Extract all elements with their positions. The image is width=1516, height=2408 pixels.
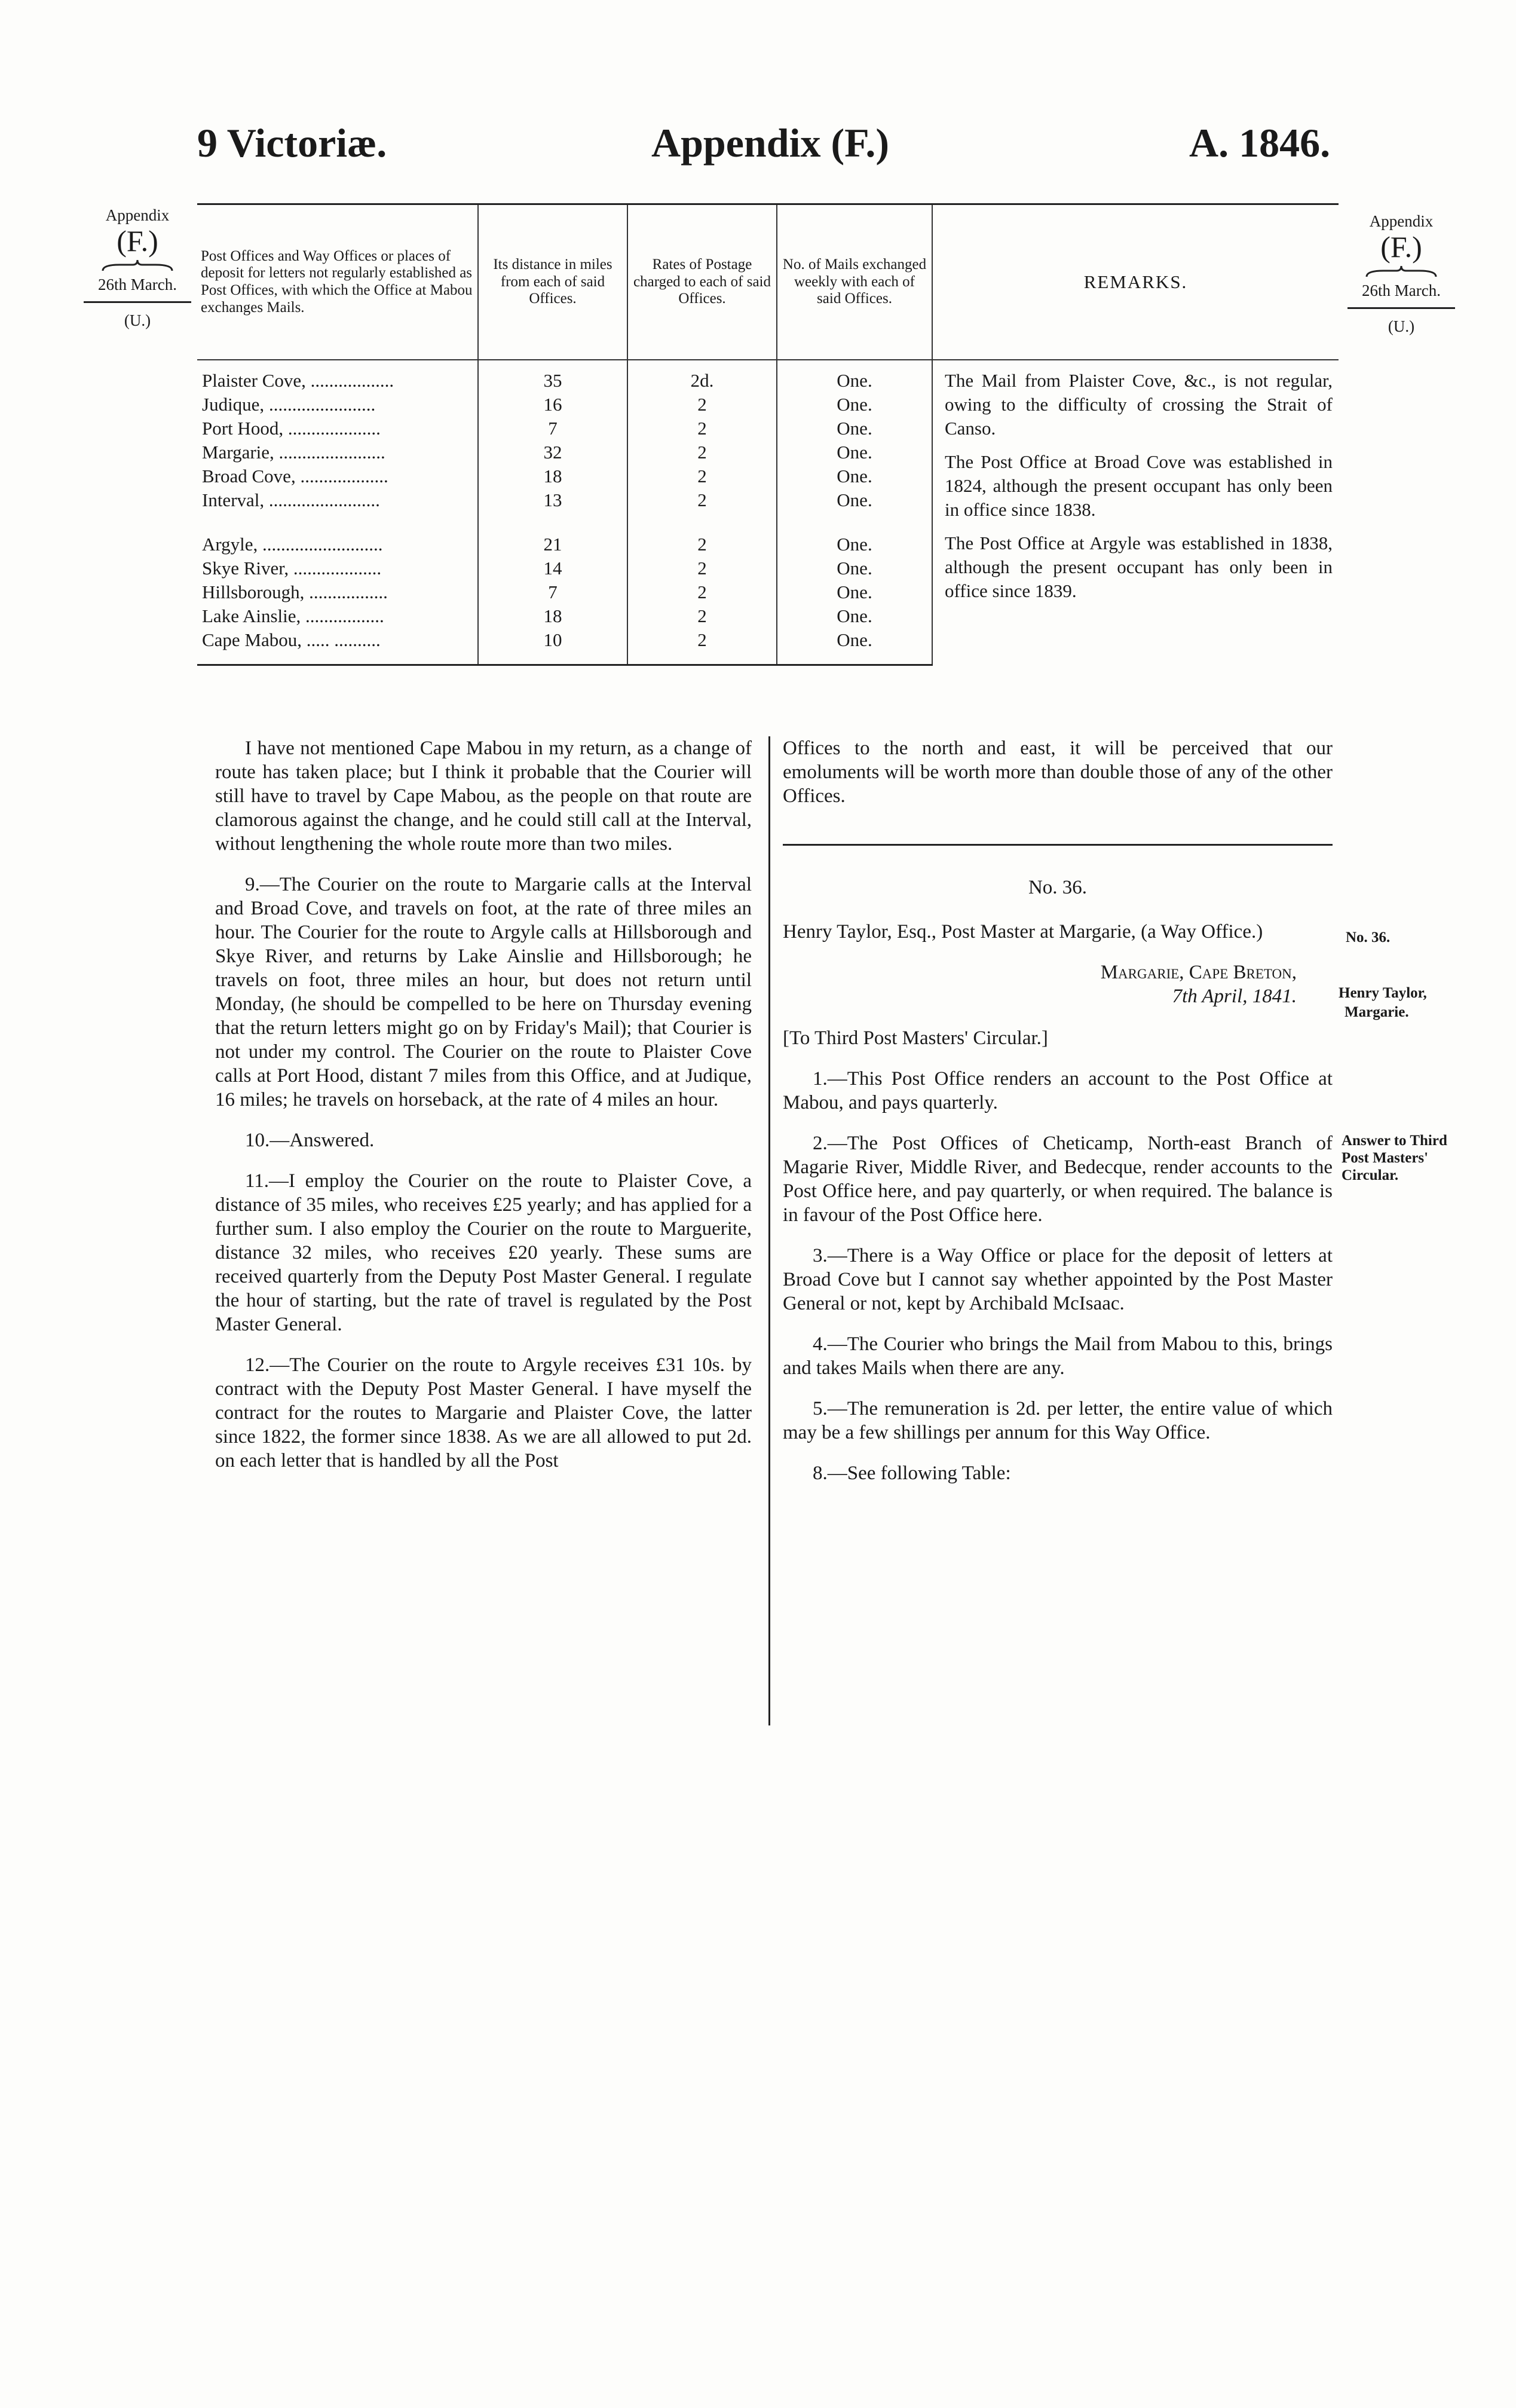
margin-section: (U.) bbox=[124, 311, 151, 330]
section-divider bbox=[783, 844, 1333, 846]
margin-date: 26th March. bbox=[98, 276, 177, 294]
header-title: Appendix (F.) bbox=[651, 120, 890, 166]
post-offices-table bbox=[197, 203, 1339, 666]
mails-value: One. bbox=[837, 489, 872, 510]
paragraph-11: 11.—I employ the Courier on the route to Plaister Cove, a distance of 35 miles, who receives £25 yearly; and has applied for a further sum. I also employ the Courier on the route to Marguerite, distance 32 miles, who receives £20 yearly. These sums are received quarterly from the Deputy Post Master General. I regulate the hour of starting, but the rate of travel is regulated by the Post Master General. bbox=[215, 1170, 752, 1335]
miles-value: 14 bbox=[543, 558, 562, 579]
mails-value: One. bbox=[837, 629, 872, 650]
answer-5: 5.—The remuneration is 2d. per letter, the entire value of which may be a few shillings per annum for this Way Office. bbox=[783, 1398, 1333, 1443]
paragraph-cape-mabou: I have not mentioned Cape Mabou in my return, as a change of route has taken place; but I think it probable that the Courier will still have to travel by Cape Mabou, as the people on that route are clamorous against the change, and he could still call at the Interval, without lengthening the whole route more than two miles. bbox=[215, 738, 752, 855]
miles-value: 7 bbox=[548, 582, 558, 602]
paragraph-12: 12.—The Courier on the route to Argyle receives £31 10s. by contract with the Deputy Post Master General. I have myself the contract for the routes to Margarie and Plaister Cove, the latter since 1822, the former since 1838. As we are all allowed to put 2d. on each letter that is handled by all the Post bbox=[215, 1354, 752, 1471]
rate-value: 2 bbox=[697, 442, 707, 463]
place-port-hood: Port Hood, .................... bbox=[202, 418, 381, 439]
mails-value: One. bbox=[837, 534, 872, 555]
rate-value: 2 bbox=[697, 534, 707, 555]
continuation-paragraph: Offices to the north and east, it will be perceived that our emoluments will be worth more than double those of any of the other Offices. bbox=[783, 738, 1333, 807]
mails-value: One. bbox=[837, 582, 872, 602]
circular-reference: [To Third Post Masters' Circular.] bbox=[783, 1027, 1048, 1049]
margin-appendix-label: Appendix bbox=[105, 206, 170, 224]
place-judique: Judique, ....................... bbox=[202, 394, 376, 415]
margin-date: 26th March. bbox=[1362, 282, 1441, 300]
margin-section: (U.) bbox=[1388, 317, 1415, 336]
right-column bbox=[783, 736, 1333, 1502]
header-mails: No. of Mails exchanged weekly with each of said Offices. bbox=[777, 204, 932, 360]
left-column bbox=[215, 736, 752, 1489]
miles-value: 18 bbox=[543, 605, 562, 626]
margin-note-right bbox=[1345, 212, 1458, 336]
side-note-answer: Answer to Third Post Masters' Circular. bbox=[1342, 1133, 1447, 1183]
miles-value: 32 bbox=[543, 442, 562, 463]
header-remarks: REMARKS. bbox=[932, 204, 1339, 360]
miles-value: 18 bbox=[543, 466, 562, 487]
miles-value: 16 bbox=[543, 394, 562, 415]
paragraph-9: 9.—The Courier on the route to Margarie calls at the Interval and Broad Cove, and travels on foot, at the rate of three miles an hour. The Courier for the route to Argyle calls at Hillsborough and Skye River, and returns by Lake Ainslie and Hillsborough; he travels on foot, three miles an hour, but does not return until Monday, (he should be compelled to be here on Thursday evening that the return letters might go on by Friday's Mail); that Courier is not under my control. The Courier on the route to Plaister Cove calls at Port Hood, distant 7 miles from this Office, and at Judique, 16 miles; he travels on horseback, at the rate of 4 miles an hour. bbox=[215, 874, 752, 1110]
rate-value: 2 bbox=[697, 489, 707, 510]
margin-appendix-label: Appendix bbox=[1369, 212, 1434, 230]
letter-number: No. 36. bbox=[1028, 877, 1088, 898]
rate-value: 2 bbox=[697, 394, 707, 415]
mails-value: One. bbox=[837, 466, 872, 487]
rate-value: 2d. bbox=[690, 370, 714, 391]
brace-icon bbox=[102, 259, 173, 272]
margin-appendix-letter: (F.) bbox=[117, 224, 158, 258]
miles-value: 7 bbox=[548, 418, 558, 439]
mails-value: One. bbox=[837, 442, 872, 463]
miles-value: 35 bbox=[543, 370, 562, 391]
rate-value: 2 bbox=[697, 605, 707, 626]
answer-8: 8.—See following Table: bbox=[813, 1462, 1011, 1484]
place-hillsborough: Hillsborough, ................. bbox=[202, 582, 388, 602]
header-post-offices: Post Offices and Way Offices or places of deposit for letters not regularly established as Post Offices, with which the Office at Mabou exchanges Mails. bbox=[197, 204, 478, 360]
paragraph-10: 10.—Answered. bbox=[245, 1130, 375, 1151]
remark-argyle: The Post Office at Argyle was established in 1838, although the present occupant has only been in office since 1839. bbox=[945, 533, 1333, 601]
header-year: A. 1846. bbox=[1189, 120, 1331, 166]
addressee: Henry Taylor, Esq., Post Master at Margarie, (a Way Office.) bbox=[783, 921, 1263, 943]
remark-broad-cove: The Post Office at Broad Cove was established in 1824, although the present occupant has only been in office since 1838. bbox=[945, 451, 1333, 520]
answer-2: 2.—The Post Offices of Cheticamp, North-east Branch of Magarie River, Middle River, and Bedecque, render accounts to the Post Office here, and pay quarterly, or when required. The balance is in favour of the Post Office here. bbox=[783, 1133, 1333, 1226]
table-row-group-1 bbox=[197, 360, 1339, 512]
margin-divider bbox=[84, 301, 191, 303]
column-divider bbox=[768, 736, 770, 1725]
rate-value: 2 bbox=[697, 466, 707, 487]
date-line: 7th April, 1841. bbox=[1172, 986, 1297, 1007]
header-volume: 9 Victoriæ. bbox=[197, 120, 387, 166]
place-skye-river: Skye River, ................... bbox=[202, 558, 382, 579]
mails-value: One. bbox=[837, 394, 872, 415]
mails-value: One. bbox=[837, 418, 872, 439]
miles-value: 13 bbox=[543, 489, 562, 510]
place-argyle: Argyle, .......................... bbox=[202, 534, 383, 555]
mails-value: One. bbox=[837, 370, 872, 391]
miles-value: 21 bbox=[543, 534, 562, 555]
margin-divider bbox=[1347, 307, 1455, 309]
mails-value: One. bbox=[837, 605, 872, 626]
place-margarie: Margarie, ....................... bbox=[202, 442, 385, 463]
answer-4: 4.—The Courier who brings the Mail from Mabou to this, brings and takes Mails when there are any. bbox=[783, 1333, 1333, 1379]
side-note-name: Henry Taylor, bbox=[1339, 985, 1427, 1001]
place-lake-ainslie: Lake Ainslie, ................. bbox=[202, 605, 384, 626]
remark-plaister-cove: The Mail from Plaister Cove, &c., is not regular, owing to the difficulty of crossing the Strait of Canso. bbox=[945, 370, 1333, 439]
miles-value: 10 bbox=[543, 629, 562, 650]
answer-1: 1.—This Post Office renders an account to the Post Office at Mabou, and pays quarterly. bbox=[783, 1068, 1333, 1113]
mails-value: One. bbox=[837, 558, 872, 579]
table-header-row bbox=[197, 204, 1339, 360]
rate-value: 2 bbox=[697, 558, 707, 579]
rate-value: 2 bbox=[697, 582, 707, 602]
header-distance: Its distance in miles from each of said Offices. bbox=[478, 204, 627, 360]
brace-icon bbox=[1365, 265, 1437, 278]
place-broad-cove: Broad Cove, ................... bbox=[202, 466, 388, 487]
header-rates: Rates of Postage charged to each of said Offices. bbox=[627, 204, 777, 360]
side-note-place: Margarie. bbox=[1345, 1004, 1409, 1020]
margin-appendix-letter: (F.) bbox=[1380, 230, 1422, 264]
place-line: Margarie, Cape Breton, bbox=[1100, 962, 1297, 983]
side-note-number: No. 36. bbox=[1346, 929, 1391, 946]
place-interval: Interval, ........................ bbox=[202, 489, 380, 510]
rate-value: 2 bbox=[697, 418, 707, 439]
place-cape-mabou: Cape Mabou, ..... .......... bbox=[202, 629, 381, 650]
answer-3: 3.—There is a Way Office or place for the deposit of letters at Broad Cove but I cannot say whether appointed by the Post Master General or not, kept by Archibald McIsaac. bbox=[783, 1245, 1333, 1314]
margin-note-left bbox=[81, 206, 194, 330]
rate-value: 2 bbox=[697, 629, 707, 650]
place-plaister-cove: Plaister Cove, .................. bbox=[202, 370, 394, 391]
